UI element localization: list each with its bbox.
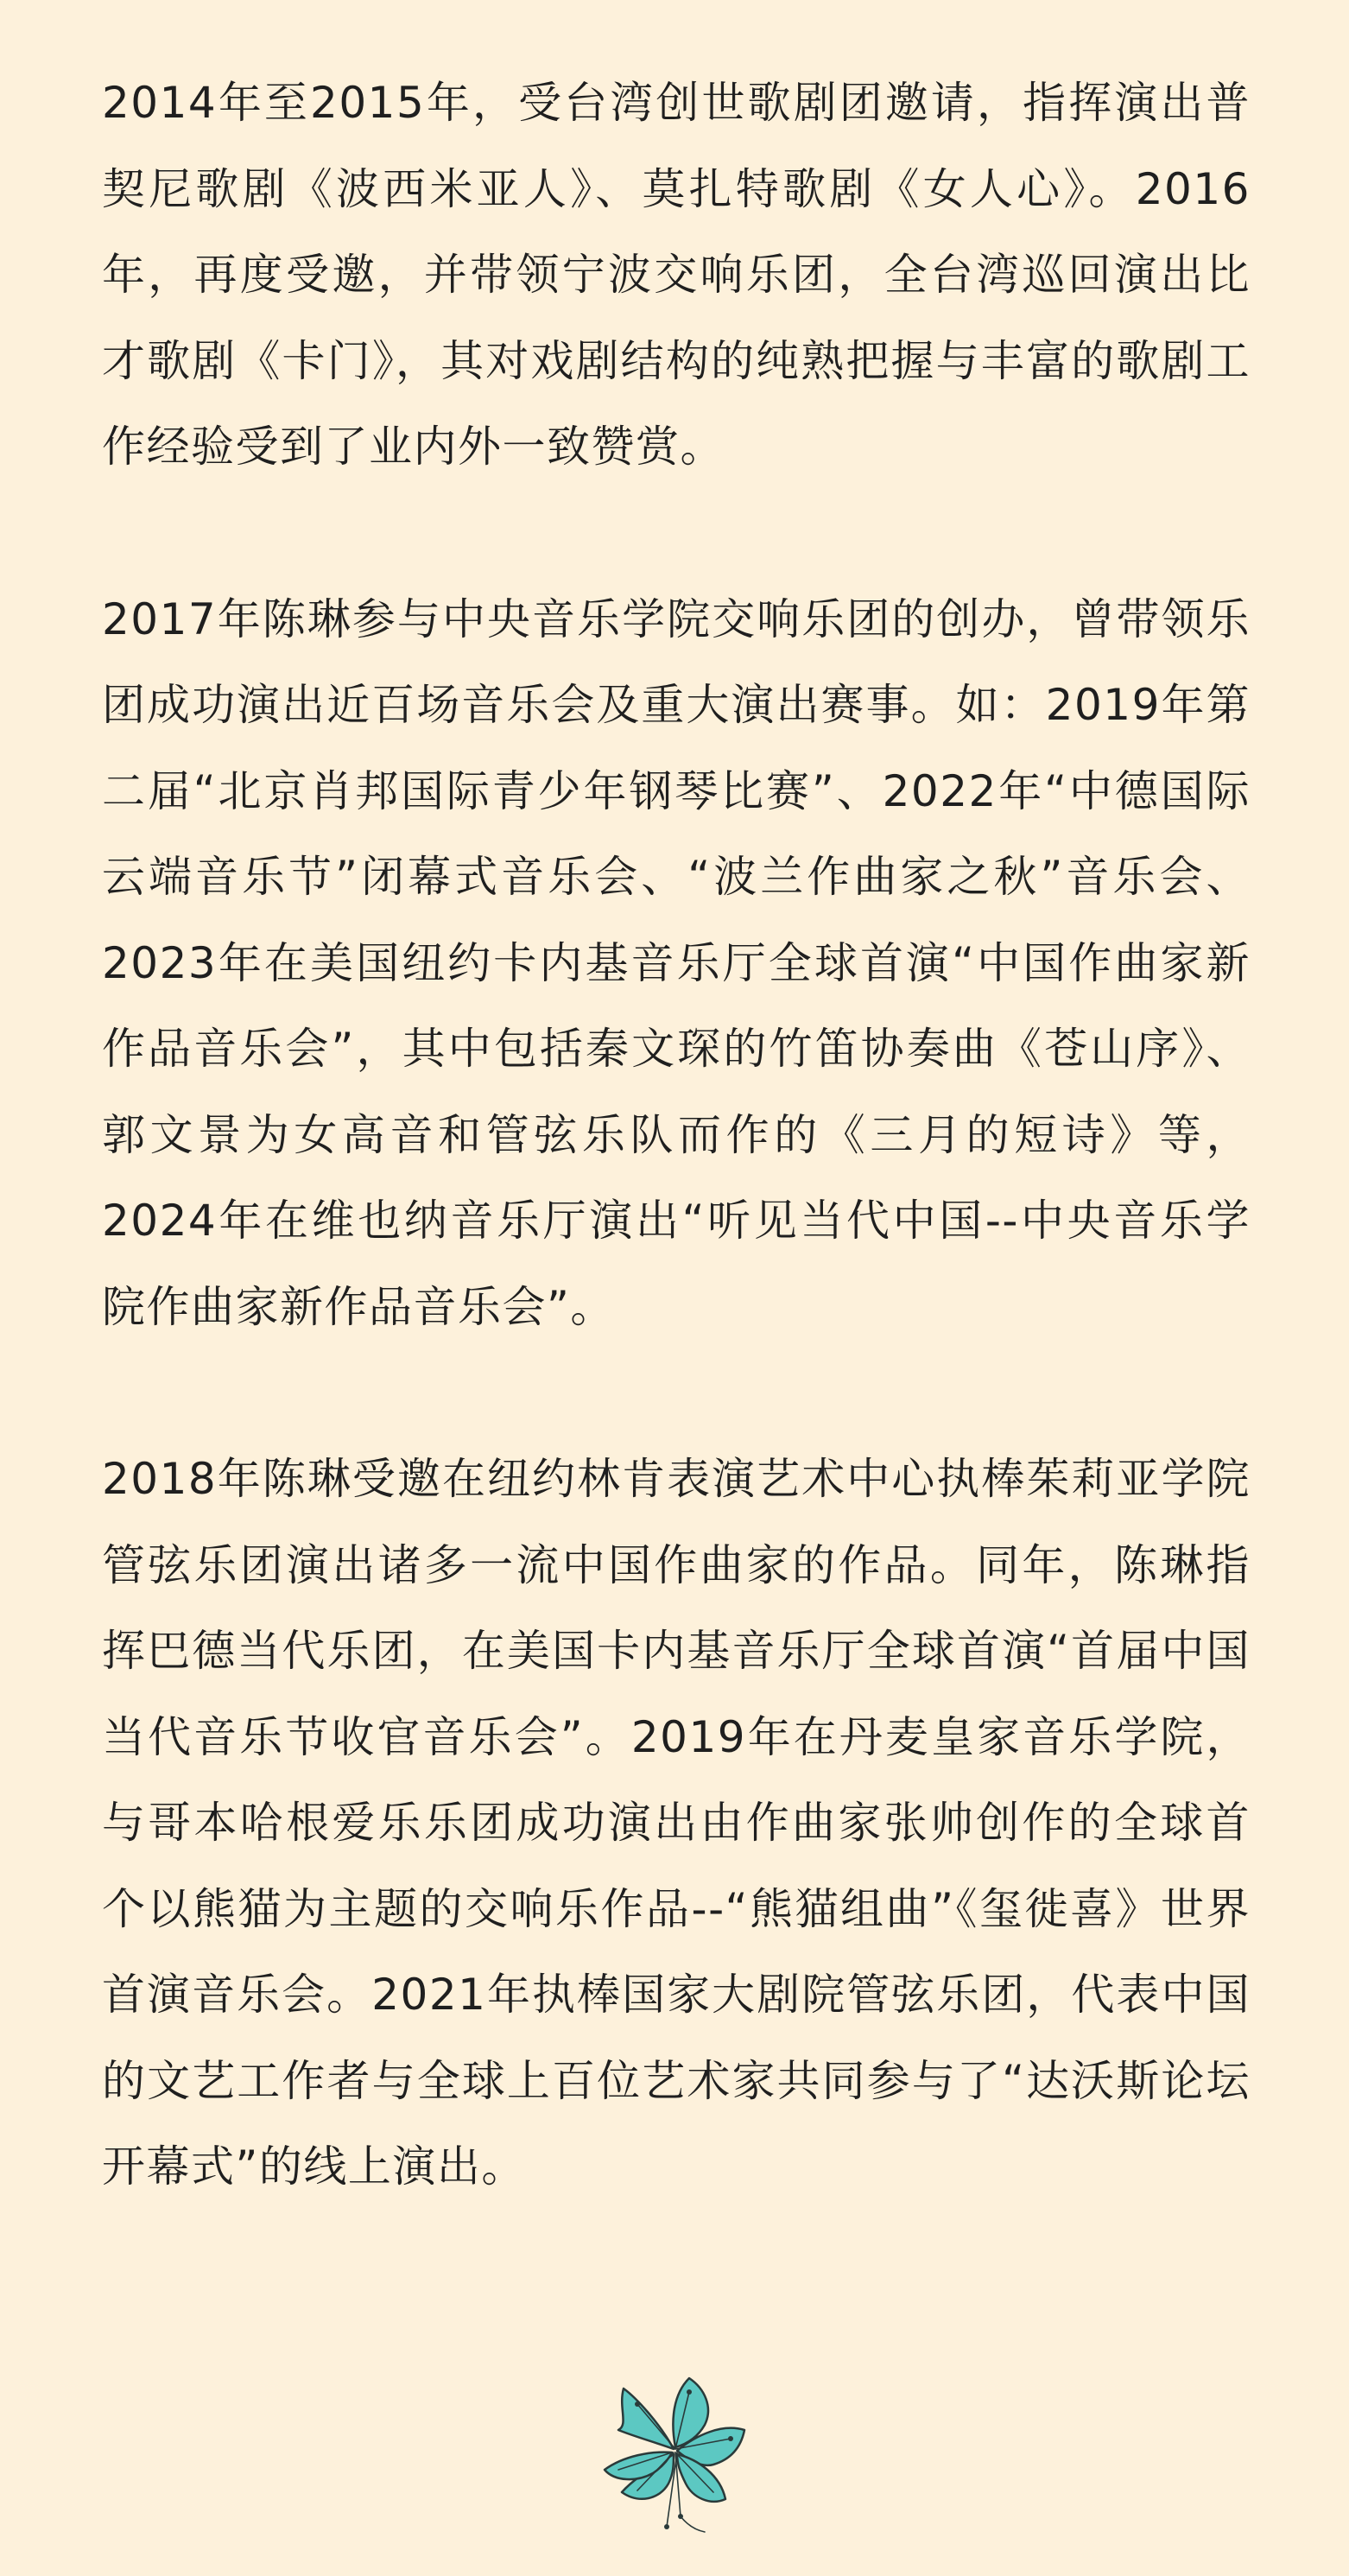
paragraph-opera-career: 2014年至2015年，受台湾创世歌剧团邀请，指挥演出普契尼歌剧《波西米亚人》、莫扎特歌剧《女人心》。2016年，再度受邀，并带领宁波交响乐团，全台湾巡回演出比才歌剧《卡门》，其对戏剧结构的纯熟把握与丰富的歌剧工作经验受到了业内外一致赞赏。 bbox=[102, 78, 1251, 472]
flower-icon bbox=[584, 2363, 767, 2546]
paragraph-international-concerts: 2018年陈琳受邀在纽约林肯表演艺术中心执棒茱莉亚学院管弦乐团演出诸多一流中国作曲家的作品。同年，陈琳指挥巴德当代乐团，在美国卡内基音乐厅全球首演“首届中国当代音乐节收官音乐会”。2019年在丹麦皇家音乐学院，与哥本哈根爱乐乐团成功演出由作曲家张帅创作的全球首个以熊猫为主题的交响乐作品--“熊猫组曲”《玺徙喜》世界首演音乐会。2021年执棒国家大剧院管弦乐团，代表中国的文艺工作者与全球上百位艺术家共同参与了“达沃斯论坛开幕式”的线上演出。 bbox=[102, 1454, 1251, 2192]
article-body bbox=[102, 60, 1251, 2211]
paragraph-ccom-orchestra: 2017年陈琳参与中央音乐学院交响乐团的创办，曾带领乐团成功演出近百场音乐会及重大演出赛事。如：2019年第二届“北京肖邦国际青少年钢琴比赛”、2022年“中德国际云端音乐节”闭幕式音乐会、“波兰作曲家之秋”音乐会、2023年在美国纽约卡内基音乐厅全球首演“中国作曲家新作品音乐会”，其中包括秦文琛的竹笛协奏曲《苍山序》、郭文景为女高音和管弦乐队而作的《三月的短诗》等，2024年在维也纳音乐厅演出“听见当代中国--中央音乐学院作曲家新作品音乐会”。 bbox=[102, 593, 1251, 1332]
